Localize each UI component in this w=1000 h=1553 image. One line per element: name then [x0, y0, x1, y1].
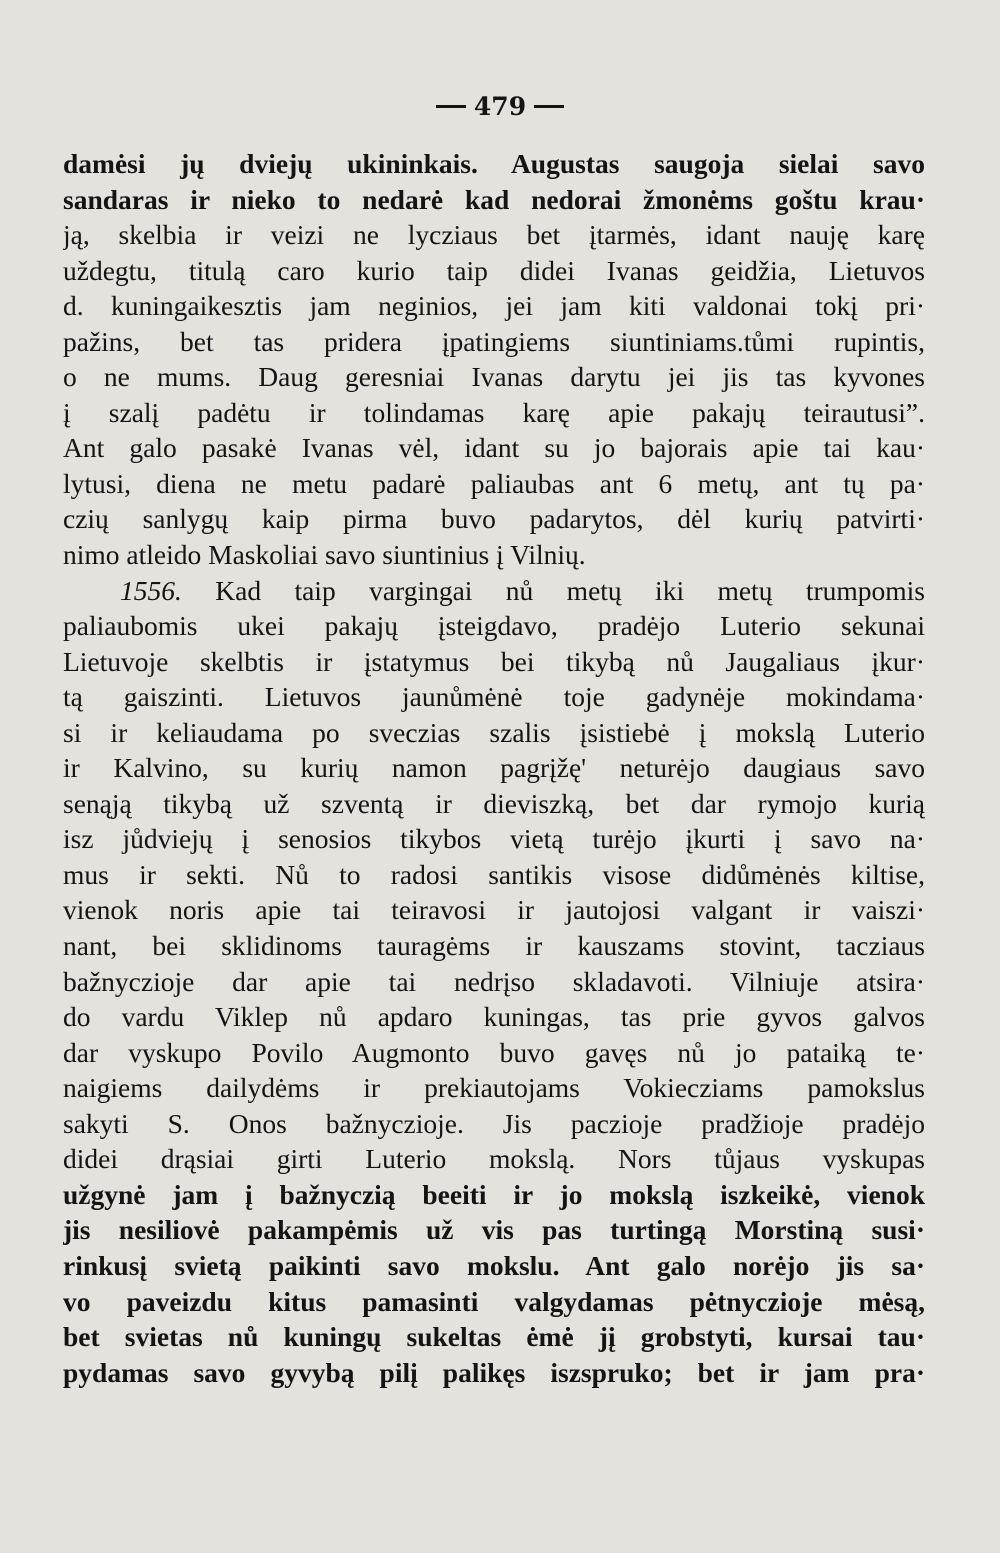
- text-line: uždegtu, titulą caro kurio taip didei Ivanas geidžia, Lietuvos: [63, 254, 925, 286]
- text-line: dar vyskupo Povilo Augmonto buvo gavęs nů jo pataiką te·: [63, 1036, 925, 1068]
- text-line: damėsi jų dviejų ukininkais. Augustas saugoja sielai savo: [63, 148, 925, 179]
- text-line: lytusi, diena ne metu padarė paliaubas ant 6 metų, ant tų pa·: [63, 467, 925, 499]
- text-line: si ir keliaudama po sveczias szalis įsistiebė į mokslą Luterio: [63, 716, 925, 748]
- text-line: o ne mums. Daug geresniai Ivanas darytu jei jis tas kyvones: [63, 361, 925, 393]
- text-line: į szalį padėtu ir tolindamas karę apie pakajų teirautusi”.: [63, 396, 925, 428]
- text-line: didei drąsiai girti Luterio mokslą. Nors tůjaus vyskupas: [63, 1143, 925, 1175]
- text-line: bet svietas nů kuningų sukeltas ėmė jį grobstyti, kursai tau·: [63, 1321, 925, 1353]
- year-label: 1556.: [120, 574, 182, 606]
- text-line: vienok noris apie tai teiravosi ir jautojosi valgant ir vaiszi·: [63, 894, 925, 926]
- text-line: sandaras ir nieko to nedarė kad nedorai žmonėms goštu krau·: [63, 183, 925, 215]
- text-line: rinkusį svietą paikinti savo mokslu. Ant galo norėjo jis sa·: [63, 1249, 925, 1281]
- page-header: [0, 90, 1000, 121]
- text-line: do vardu Viklep nů apdaro kuningas, tas prie gyvos galvos: [63, 1001, 925, 1033]
- text-line: czių sanlygų kaip pirma buvo padarytos, dėl kurių patvirti·: [63, 503, 925, 535]
- text-line: isz jůdviejų į senosios tikybos vietą turėjo įkurti į savo na·: [63, 823, 925, 855]
- text-line: paliaubomis ukei pakajų įsteigdavo, pradėjo Luterio sekunai: [63, 610, 925, 642]
- header-dash-right: [534, 105, 564, 108]
- text-line: naigiems dailydėms ir prekiautojams Vokiecziams pamokslus: [63, 1072, 925, 1104]
- text-line: nimo atleido Maskoliai savo siuntinius į Vilnių.: [63, 539, 586, 571]
- text-line: ir Kalvino, su kurių namon pagrįžę' neturėjo daugiaus savo: [63, 752, 925, 784]
- text-line: mus ir sekti. Nů to radosi santikis visose didůmėnės kiltise,: [63, 858, 925, 890]
- text-line: sakyti S. Onos bažnyczioje. Jis paczioje pradžioje pradėjo: [63, 1107, 925, 1139]
- page-number: 479: [473, 92, 527, 121]
- text-line: d. kuningaikesztis jam neginios, jei jam kiti valdonai tokį pri·: [63, 290, 925, 322]
- text-line: vo paveizdu kitus pamasinti valgydamas pėtnyczioje mėsą,: [63, 1285, 925, 1317]
- text-line: nant, bei sklidinoms tauragėms ir kauszams stovint, tacziaus: [63, 930, 925, 962]
- header-dash-left: [436, 105, 466, 108]
- text-line: Lietuvoje skelbtis ir įstatymus bei tikybą nů Jaugaliaus įkur·: [63, 645, 925, 677]
- text-line: senąją tikybą už szventą ir dieviszką, bet dar rymojo kurią: [63, 787, 925, 819]
- text-line: užgynė jam į bažnyczią beeiti ir jo mokslą iszkeikė, vienok: [63, 1178, 925, 1210]
- text-line: pažins, bet tas pridera įpatingiems siuntiniams.tůmi rupintis,: [63, 325, 925, 357]
- text-line: ją, skelbia ir veizi ne lycziaus bet įtarmės, idant nauję karę: [63, 219, 925, 251]
- paragraph-first-line: [63, 573, 925, 609]
- text-line: jis nesiliovė pakampėmis už vis pas turtingą Morstiną susi·: [63, 1214, 925, 1246]
- text-line: tą gaiszinti. Lietuvos jaunůmėnė toje gadynėje mokindama·: [63, 681, 925, 713]
- text-line: pydamas savo gyvybą pilį palikęs iszspruko; bet ir jam pra·: [63, 1356, 925, 1388]
- body-text: [63, 146, 925, 1390]
- text-line: bažnyczioje dar apie tai nedrįso skladavoti. Vilniuje atsira·: [63, 965, 925, 997]
- text-line: Ant galo pasakė Ivanas vėl, idant su jo bajorais apie tai kau·: [63, 432, 925, 464]
- text-line: Kad taip vargingai nů metų iki metų trumpomis: [215, 574, 925, 606]
